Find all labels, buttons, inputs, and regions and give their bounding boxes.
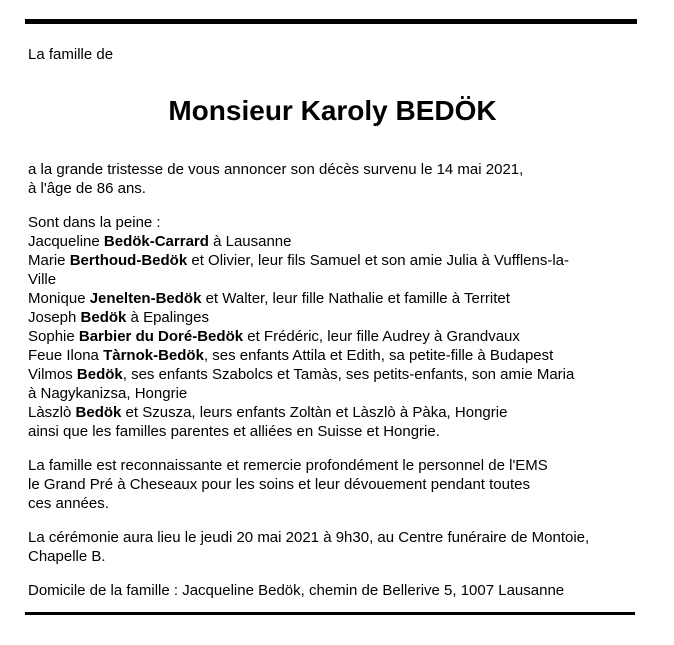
text-run: ces années. xyxy=(28,495,109,512)
text-run: à l'âge de 86 ans. xyxy=(28,180,146,197)
text-line xyxy=(28,475,648,494)
paragraph-domicile xyxy=(28,581,648,600)
text-run: à Lausanne xyxy=(208,233,292,250)
text-line xyxy=(28,581,648,600)
text-line xyxy=(28,422,648,441)
top-divider-rule xyxy=(25,19,637,24)
text-line xyxy=(28,179,648,198)
text-run: , ses enfants Szabolcs et Tamàs, ses petits-enfants, son amie Maria xyxy=(122,366,575,383)
text-line xyxy=(28,232,648,251)
family-surname-bold: Jenelten-Bedök xyxy=(89,290,202,307)
text-line xyxy=(28,494,648,513)
family-surname-bold: Tàrnok-Bedök xyxy=(103,347,204,364)
family-surname-bold: Bedök xyxy=(80,309,127,326)
family-surname-bold: Berthoud-Bedök xyxy=(69,252,188,269)
announcement-body xyxy=(28,160,648,615)
text-run: Chapelle B. xyxy=(28,548,106,565)
family-surname-bold: Barbier du Doré-Bedök xyxy=(78,328,244,345)
text-line xyxy=(28,456,648,475)
bottom-divider-rule xyxy=(25,612,635,615)
paragraph-thanks xyxy=(28,456,648,513)
text-run: , ses enfants Attila et Edith, sa petite-fille à Budapest xyxy=(203,347,554,364)
text-run: Domicile de la famille : Jacqueline Bedök, chemin de Bellerive 5, 1007 Lausanne xyxy=(28,582,565,599)
text-run: Monique xyxy=(28,290,90,307)
text-run: Ville xyxy=(28,271,57,288)
text-line xyxy=(28,251,648,270)
text-line xyxy=(28,213,648,232)
text-line xyxy=(28,270,648,289)
text-line xyxy=(28,346,648,365)
text-line xyxy=(28,384,648,403)
text-line xyxy=(28,403,648,422)
text-run: et Szusza, leurs enfants Zoltàn et Làszlò à Pàka, Hongrie xyxy=(121,404,508,421)
text-run: Marie xyxy=(28,252,70,269)
text-line xyxy=(28,547,648,566)
family-surname-bold: Bedök xyxy=(75,404,122,421)
text-line xyxy=(28,327,648,346)
text-run: a la grande tristesse de vous annoncer son décès survenu le 14 mai 2021, xyxy=(28,161,524,178)
text-run: à Epalinges xyxy=(126,309,209,326)
text-line xyxy=(28,365,648,384)
family-surname-bold: Bedök-Carrard xyxy=(103,233,209,250)
text-line xyxy=(28,160,648,179)
text-run: le Grand Pré à Cheseaux pour les soins et leur dévouement pendant toutes xyxy=(28,476,530,493)
text-run: ainsi que les familles parentes et alliées en Suisse et Hongrie. xyxy=(28,423,440,440)
text-run: et Olivier, leur fils Samuel et son amie Julia à Vufflens-la- xyxy=(187,252,570,269)
text-run: Làszlò xyxy=(28,404,76,421)
text-line xyxy=(28,289,648,308)
text-run: à Nagykanizsa, Hongrie xyxy=(28,385,188,402)
text-run: La cérémonie aura lieu le jeudi 20 mai 2021 à 9h30, au Centre funéraire de Montoie, xyxy=(28,529,590,546)
text-run: La famille est reconnaissante et remercie profondément le personnel de l'EMS xyxy=(28,457,548,474)
paragraph-ceremony xyxy=(28,528,648,566)
text-run: et Walter, leur fille Nathalie et famille à Territet xyxy=(201,290,510,307)
text-run: et Frédéric, leur fille Audrey à Grandvaux xyxy=(243,328,520,345)
paragraph-family-list xyxy=(28,213,648,441)
deceased-name-title: Monsieur Karoly BEDÖK xyxy=(168,95,497,126)
text-run: Sophie xyxy=(28,328,79,345)
text-line xyxy=(28,528,648,547)
text-run: Joseph xyxy=(28,309,81,326)
text-run: Vilmos xyxy=(28,366,77,383)
text-line xyxy=(28,308,648,327)
family-surname-bold: Bedök xyxy=(76,366,123,383)
text-run: Jacqueline xyxy=(28,233,104,250)
intro-text: La famille de xyxy=(28,46,114,63)
text-run: Feue Ilona xyxy=(28,347,104,364)
text-run: Sont dans la peine : xyxy=(28,214,161,231)
paragraph-death-announcement xyxy=(28,160,648,198)
